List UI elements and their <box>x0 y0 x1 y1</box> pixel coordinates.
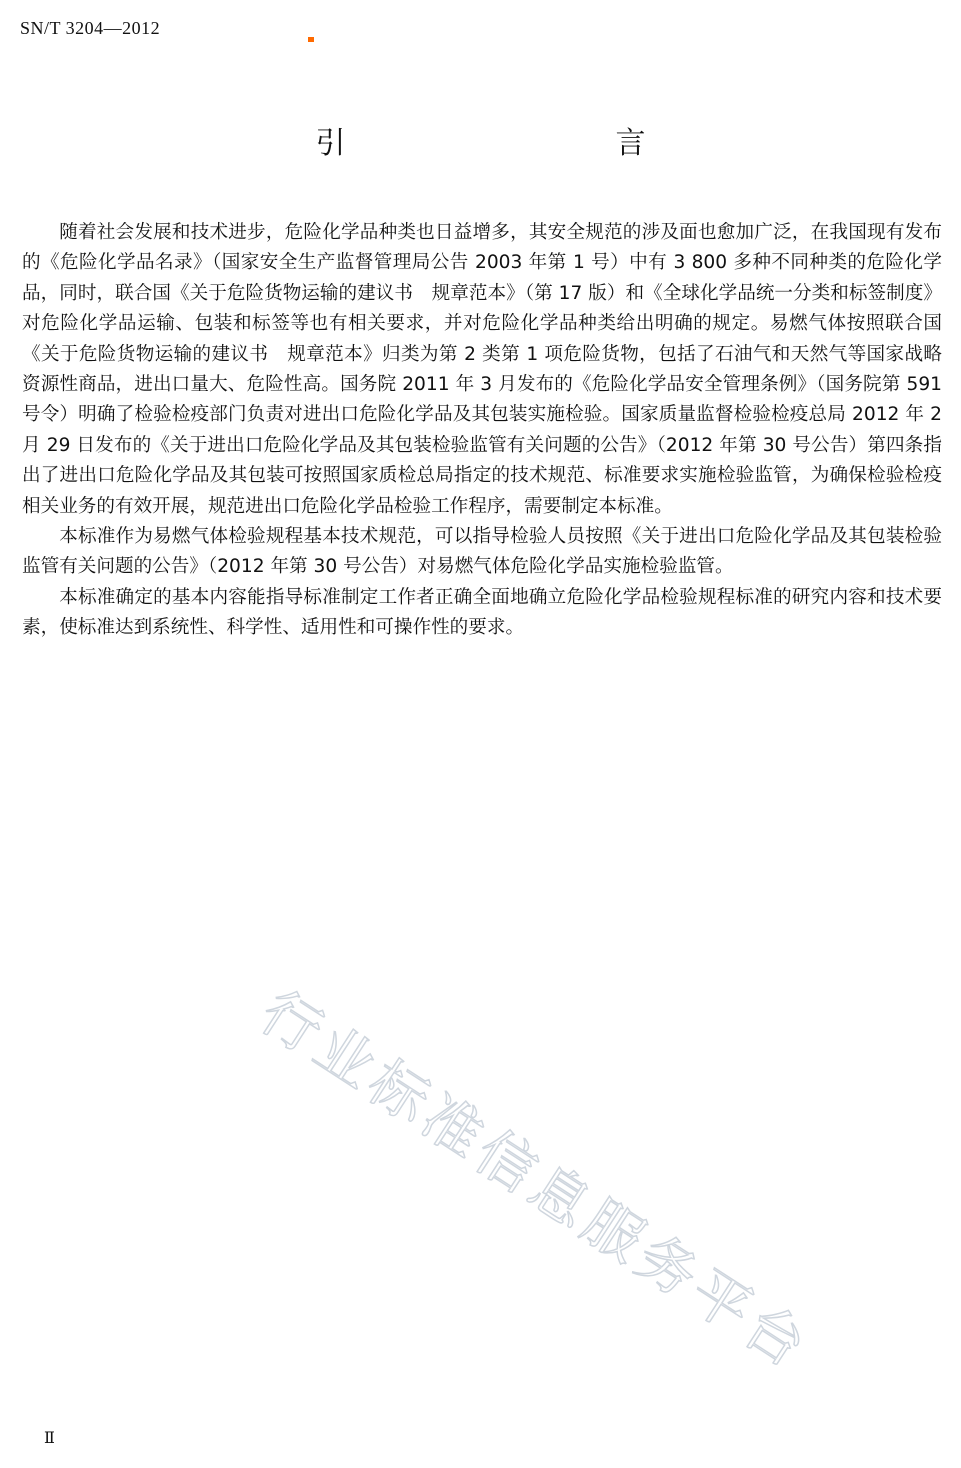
paragraph-2: 本标准作为易燃气体检验规程基本技术规范，可以指导检验人员按照《关于进出口危险化学品及其包装检验监管有关问题的公告》（2012 年第 30 号公告）对易燃气体危险化学品实施检验监管。 <box>22 526 942 578</box>
watermark-text: 行业标准信息服务平台 <box>248 977 823 1384</box>
page-number: Ⅱ <box>44 1430 55 1447</box>
paragraph-1: 随着社会发展和技术进步，危险化学品种类也日益增多，其安全规范的涉及面也愈加广泛，在我国现有发布的《危险化学品名录》（国家安全生产监督管理局公告 2003 年第 1 号）中有 3 800 多种不同种类的危险化学品，同时，联合国《关于危险货物运输的建议书 规章范本》（第 17 版）和《全球化学品统一分类和标签制度》对危险化学品运输、包装和标签等也有相关要求，并对危险化学品种类给出明确的规定。易燃气体按照联合国《关于危险货物运输的建议书 规章范本》归类为第 2 类第 1 项危险货物，包括了石油气和天然气等国家战略资源性商品，进出口量大、危险性高。国务院 2011 年 3 月发布的《危险化学品安全管理条例》（国务院第 591 号令）明确了检验检疫部门负责对进出口危险化学品及其包装实施检验。国家质量监督检验检疫总局 2012 年 2 月 29 日发布的《关于进出口危险化学品及其包装检验监管有关问题的公告》（2012 年第 30 号公告）第四条指出了进出口危险化学品及其包装可按照国家质检总局指定的技术规范、标准要求实施检验监管，为确保检验检疫相关业务的有效开展，规范进出口危险化学品检验工作程序，需要制定本标准。 <box>22 222 942 517</box>
section-title: 引 言 <box>315 126 716 161</box>
header-orange-mark <box>308 37 314 42</box>
paragraph-3: 本标准确定的基本内容能指导标准制定工作者正确全面地确立危险化学品检验规程标准的研究内容和技术要素，使标准达到系统性、科学性、适用性和可操作性的要求。 <box>22 586 942 639</box>
standard-code-header: SN/T 3204—2012 <box>20 18 161 38</box>
introduction-body <box>22 218 942 644</box>
